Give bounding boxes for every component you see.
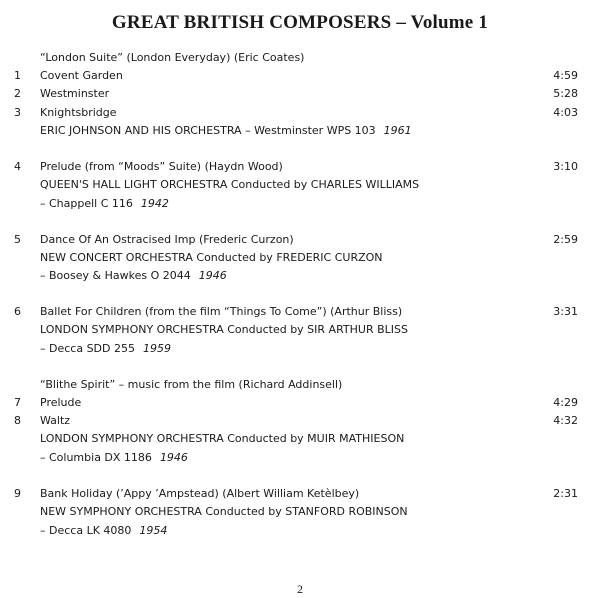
- track-number: 6: [14, 305, 21, 318]
- recording-year: 1942: [140, 197, 169, 210]
- track-title: Prelude (from “Moods” Suite) (Haydn Wood): [40, 160, 283, 173]
- track-duration: 4:03: [553, 106, 578, 119]
- track-duration: 4:29: [553, 396, 578, 409]
- track-number: 8: [14, 414, 21, 427]
- track-number: 1: [14, 69, 21, 82]
- page-title: GREAT BRITISH COMPOSERS – Volume 1: [111, 12, 489, 33]
- recording-year: 1946: [159, 451, 188, 464]
- catalogue-number: – Boosey & Hawkes O 2044: [40, 269, 191, 282]
- track-duration: 5:28: [553, 87, 578, 100]
- label-credit: [40, 451, 188, 465]
- performer-credit: NEW SYMPHONY ORCHESTRA Conducted by STANFORD ROBINSON: [40, 505, 408, 518]
- suite-heading: “London Suite” (London Everyday) (Eric Coates): [40, 51, 305, 64]
- track-title: Knightsbridge: [40, 106, 117, 119]
- track-duration: 4:59: [553, 69, 578, 82]
- recording-year: 1961: [383, 124, 412, 137]
- catalogue-number: – Decca SDD 255: [40, 342, 135, 355]
- track-duration: 2:59: [553, 233, 578, 246]
- suite-heading: “Blithe Spirit” – music from the film (Richard Addinsell): [40, 378, 343, 391]
- track-duration: 4:32: [553, 414, 578, 427]
- label-credit: [40, 197, 169, 211]
- recording-year: 1959: [142, 342, 171, 355]
- label-credit: [40, 269, 227, 283]
- track-number: 5: [14, 233, 21, 246]
- credit-text: ERIC JOHNSON AND HIS ORCHESTRA – Westminster WPS 103: [40, 124, 376, 137]
- track-duration: 2:31: [553, 487, 578, 500]
- recording-year: 1954: [139, 524, 168, 537]
- performer-credit: LONDON SYMPHONY ORCHESTRA Conducted by SIR ARTHUR BLISS: [40, 323, 408, 336]
- track-number: 2: [14, 87, 21, 100]
- page-number: 2: [297, 582, 303, 596]
- track-title: Westminster: [40, 87, 110, 100]
- track-duration: 3:31: [553, 305, 578, 318]
- track-number: 3: [14, 106, 21, 119]
- track-title: Prelude: [40, 396, 82, 409]
- catalogue-number: – Columbia DX 1186: [40, 451, 152, 464]
- track-title: Ballet For Children (from the film “Things To Come”) (Arthur Bliss): [40, 305, 403, 318]
- performer-credit: LONDON SYMPHONY ORCHESTRA Conducted by MUIR MATHIESON: [40, 432, 405, 445]
- track-title: Bank Holiday (’Appy ’Ampstead) (Albert William Ketèlbey): [40, 487, 360, 500]
- track-title: Dance Of An Ostracised Imp (Frederic Curzon): [40, 233, 294, 246]
- track-number: 7: [14, 396, 21, 409]
- track-number: 4: [14, 160, 21, 173]
- performer-credit: NEW CONCERT ORCHESTRA Conducted by FREDERIC CURZON: [40, 251, 383, 264]
- catalogue-number: – Chappell C 116: [40, 197, 133, 210]
- track-number: 9: [14, 487, 21, 500]
- catalogue-number: – Decca LK 4080: [40, 524, 132, 537]
- track-duration: 3:10: [553, 160, 578, 173]
- track-title: Waltz: [40, 414, 71, 427]
- label-credit: [40, 524, 167, 538]
- track-title: Covent Garden: [40, 69, 123, 82]
- recording-year: 1946: [198, 269, 227, 282]
- performer-credit: [40, 124, 412, 138]
- performer-credit: QUEEN'S HALL LIGHT ORCHESTRA Conducted by CHARLES WILLIAMS: [40, 178, 420, 191]
- label-credit: [40, 342, 171, 356]
